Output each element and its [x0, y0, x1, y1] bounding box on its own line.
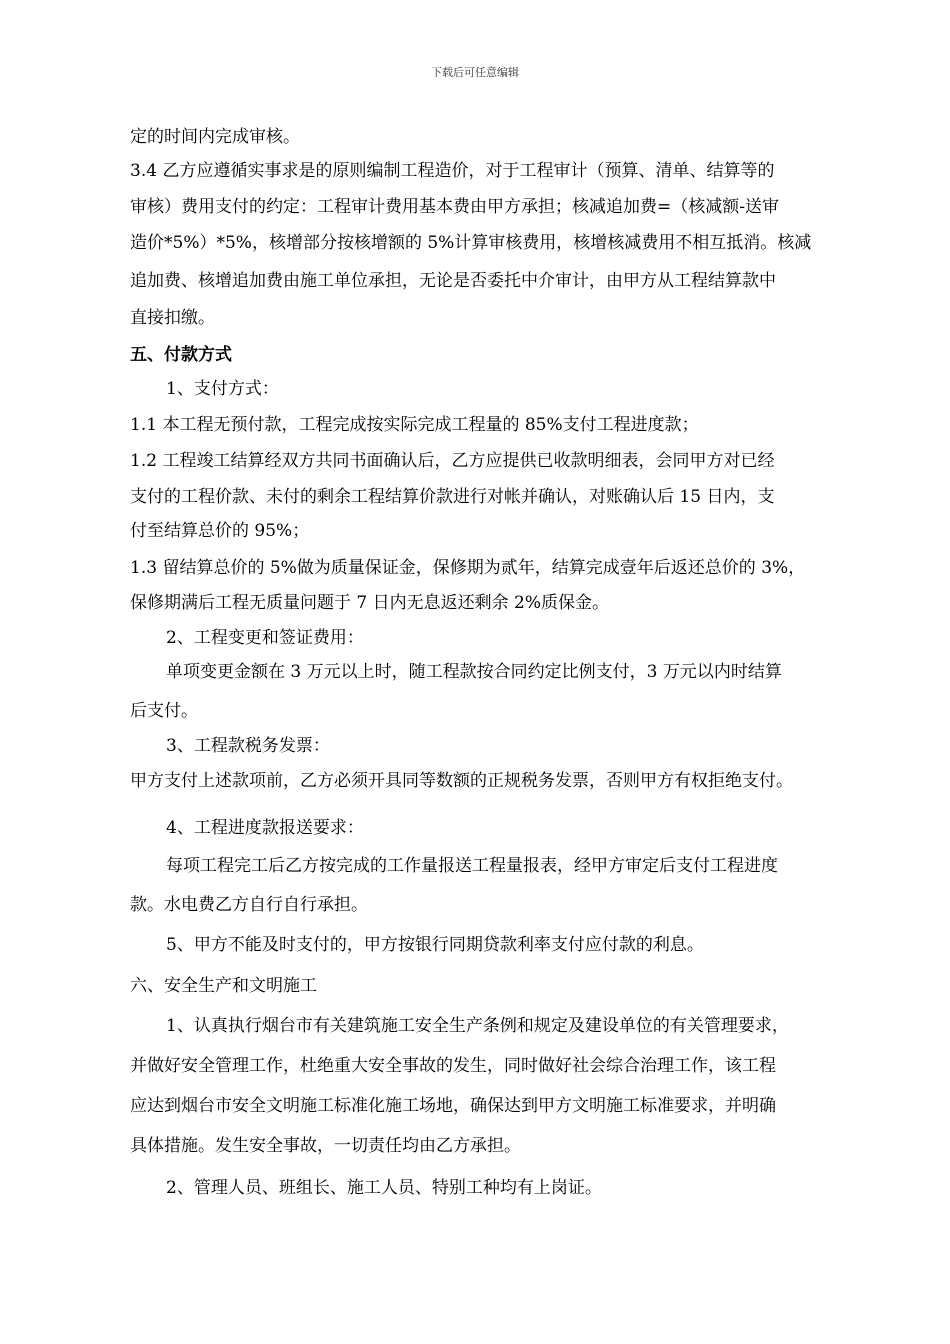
text-line: 追加费、核增追加费由施工单位承担，无论是否委托中介审计，由甲方从工程结算款中 — [130, 271, 776, 291]
text-line: 每项工程完工后乙方按完成的工作量报送工程量报表，经甲方审定后支付工程进度 — [166, 856, 778, 876]
text-line: 保修期满后工程无质量问题于 7 日内无息返还剩余 2%质保金。 — [130, 593, 609, 613]
subsection-heading: 1、支付方式： — [166, 379, 279, 399]
text-line: 支付的工程价款、未付的剩余工程结算价款进行对帐并确认，对账确认后 15 日内，支 — [130, 487, 775, 507]
text-line: 造价*5%）*5%，核增部分按核增额的 5%计算审核费用，核增核减费用不相互抵消。核减 — [130, 233, 812, 253]
text-line: 定的时间内完成审核。 — [130, 127, 300, 147]
text-line: 并做好安全管理工作，杜绝重大安全事故的发生，同时做好社会综合治理工作，该工程 — [130, 1056, 776, 1076]
subsection-heading: 3、工程款税务发票： — [166, 736, 330, 756]
text-line: 1、认真执行烟台市有关建筑施工安全生产条例和规定及建设单位的有关管理要求， — [166, 1016, 789, 1036]
text-line: 5、甲方不能及时支付的，甲方按银行同期贷款利率支付应付款的利息。 — [166, 935, 704, 955]
text-line: 1.2 工程竣工结算经双方共同书面确认后，乙方应提供已收款明细表，会同甲方对已经 — [130, 451, 775, 471]
text-line: 审核）费用支付的约定：工程审计费用基本费由甲方承担；核减追加费=（核减额-送审 — [130, 197, 779, 217]
text-line: 1.3 留结算总价的 5%做为质量保证金，保修期为贰年，结算完成壹年后返还总价的 3%， — [130, 558, 806, 578]
section-heading: 六、安全生产和文明施工 — [130, 976, 317, 996]
text-line: 应达到烟台市安全文明施工标准化施工场地，确保达到甲方文明施工标准要求，并明确 — [130, 1096, 776, 1116]
text-line: 款。水电费乙方自行自行承担。 — [130, 895, 368, 915]
text-line: 单项变更金额在 3 万元以上时，随工程款按合同约定比例支付，3 万元以内时结算 — [166, 662, 782, 682]
page-header: 下载后可任意编辑 — [431, 66, 519, 79]
section-heading: 五、付款方式 — [130, 345, 232, 365]
text-line: 3.4 乙方应遵循实事求是的原则编制工程造价，对于工程审计（预算、清单、结算等的 — [130, 161, 775, 181]
text-line: 付至结算总价的 95%； — [130, 521, 310, 541]
text-line: 具体措施。发生安全事故，一切责任均由乙方承担。 — [130, 1136, 521, 1156]
text-line: 甲方支付上述款项前，乙方必须开具同等数额的正规税务发票，否则甲方有权拒绝支付。 — [130, 771, 793, 791]
text-line: 2、管理人员、班组长、施工人员、特别工种均有上岗证。 — [166, 1178, 602, 1198]
subsection-heading: 4、工程进度款报送要求： — [166, 818, 364, 838]
text-line: 1.1 本工程无预付款，工程完成按实际完成工程量的 85%支付工程进度款； — [130, 415, 699, 435]
text-line: 后支付。 — [130, 701, 198, 721]
text-line: 直接扣缴。 — [130, 308, 215, 328]
subsection-heading: 2、工程变更和签证费用： — [166, 628, 364, 648]
